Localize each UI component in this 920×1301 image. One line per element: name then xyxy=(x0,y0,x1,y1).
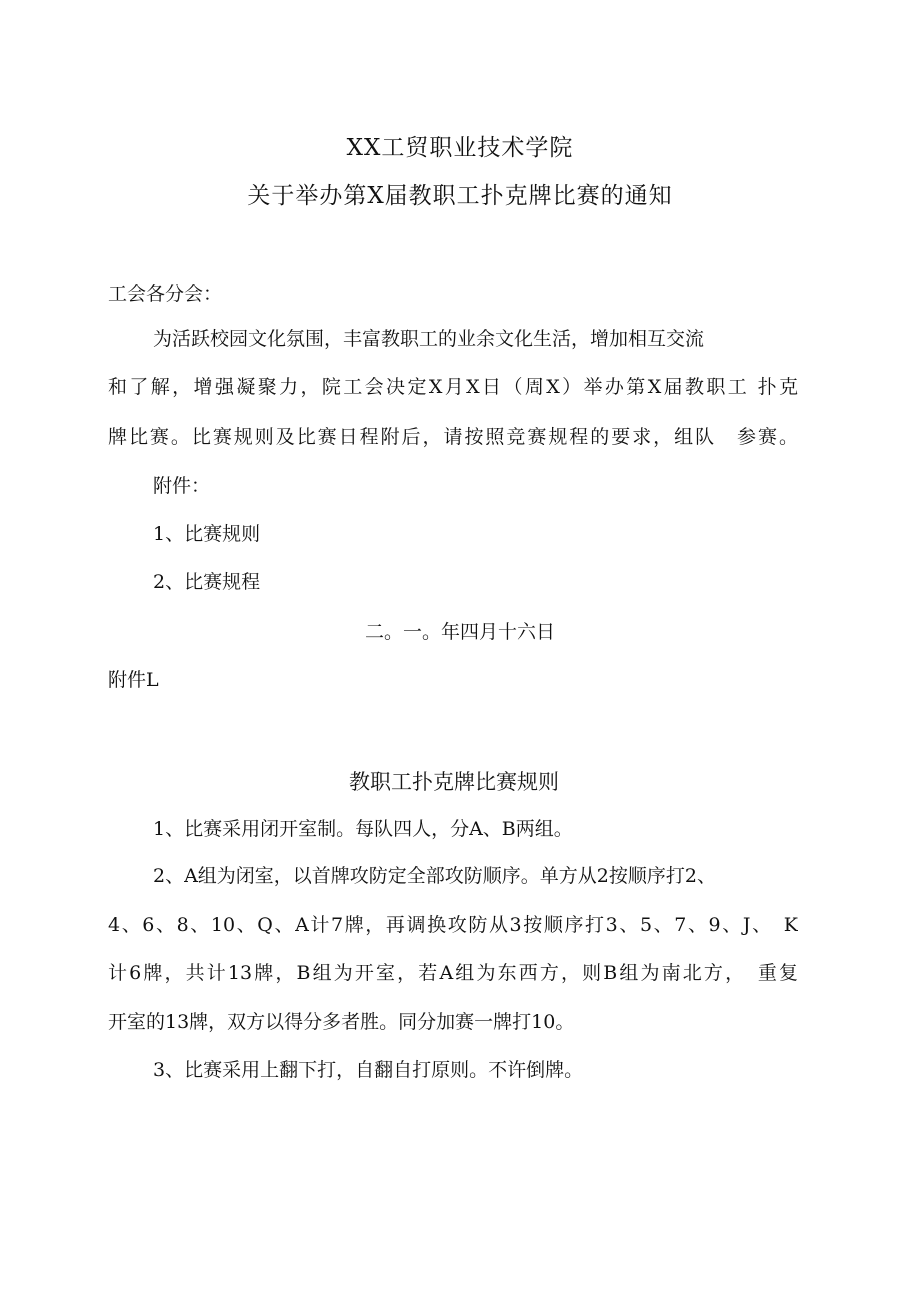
notice-title: 关于举办第X届教职工扑克牌比赛的通知 xyxy=(247,183,673,209)
rules-title: 教职工扑克牌比赛规则 xyxy=(349,770,559,794)
attachments-label: 附件： xyxy=(153,475,211,497)
rule-line-2: 2、A组为闭室，以首牌攻防定全部攻防顺序。单方从2按顺序打2、 xyxy=(153,865,716,887)
appendix-label: 附件L xyxy=(108,669,159,691)
attachment-item-1: 1、比赛规则 xyxy=(153,523,261,545)
salutation: 工会各分会： xyxy=(108,283,223,305)
notice-body-line-2: 和了解，增强凝聚力，院工会决定X月X日（周X）举办第X届教职工 扑克 xyxy=(108,376,798,398)
school-name: XX工贸职业技术学院 xyxy=(346,135,574,161)
rule-line-6: 3、比赛采用上翻下打，自翻自打原则。不许倒牌。 xyxy=(153,1059,584,1081)
attachment-item-2: 2、比赛规程 xyxy=(153,571,261,593)
rule-line-1: 1、比赛采用闭开室制。每队四人，分A、B两组。 xyxy=(153,818,573,840)
notice-body-line-3: 牌比赛。比赛规则及比赛日程附后，请按照竞赛规程的要求，组队 参赛。 xyxy=(108,426,798,448)
notice-body-line-1: 为活跃校园文化氛围，丰富教职工的业余文化生活，增加相互交流 xyxy=(153,328,705,350)
rule-line-3: 4、6、8、10、Q、A计7牌，再调换攻防从3按顺序打3、5、7、9、J、 K xyxy=(108,914,798,936)
notice-date: 二。一。年四月十六日 xyxy=(364,621,555,643)
rule-line-4: 计6牌，共计13牌，B组为开室，若A组为东西方，则B组为南北方， 重复 xyxy=(108,962,798,984)
rule-line-5: 开室的13牌，双方以得分多者胜。同分加赛一牌打10。 xyxy=(108,1011,575,1033)
